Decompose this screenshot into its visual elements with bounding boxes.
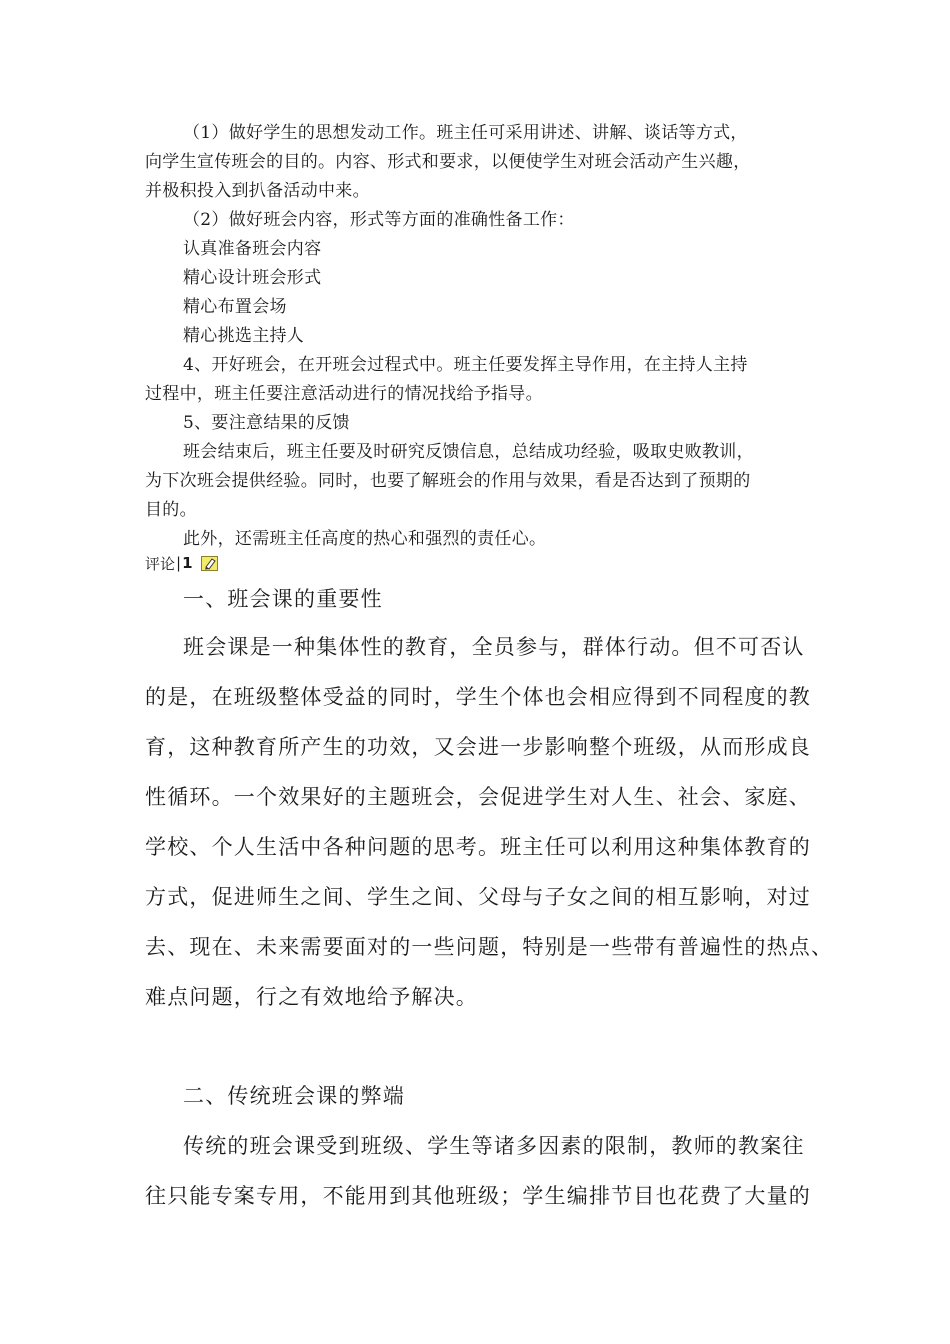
comment-bar bbox=[145, 552, 218, 574]
list-item: 精心布置会场 bbox=[183, 297, 287, 317]
paragraph-line: 去、现在、未来需要面对的一些问题，特别是一些带有普遍性的热点、 bbox=[145, 935, 834, 959]
paragraph-line: 传统的班会课受到班级、学生等诸多因素的限制，教师的教案往 bbox=[183, 1134, 805, 1158]
paragraph-line: 性循环。一个效果好的主题班会，会促进学生对人生、社会、家庭、 bbox=[145, 785, 811, 809]
section-heading: 二、传统班会课的弊端 bbox=[183, 1084, 405, 1108]
paragraph-line: 难点问题，行之有效地给予解决。 bbox=[145, 985, 478, 1009]
paragraph-line: 并极积投入到扒备活动中来。 bbox=[145, 181, 370, 201]
paragraph-line: 此外，还需班主任高度的热心和强烈的责任心。 bbox=[183, 529, 547, 549]
paragraph-line: 班会结束后，班主任要及时研究反馈信息，总结成功经验，吸取史败教训， bbox=[183, 442, 754, 462]
paragraph-line: 往只能专案专用，不能用到其他班级；学生编排节目也花费了大量的 bbox=[145, 1184, 811, 1208]
list-item: 精心设计班会形式 bbox=[183, 268, 322, 288]
comment-link[interactable]: 评论 bbox=[145, 554, 176, 573]
paragraph-line: 5、要注意结果的反馈 bbox=[183, 413, 350, 433]
list-item: 精心挑选主持人 bbox=[183, 326, 305, 346]
comment-count: 1 bbox=[182, 554, 193, 572]
paragraph-line: 4、开好班会，在开班会过程式中。班主任要发挥主导作用，在主持人主持 bbox=[183, 355, 748, 375]
paragraph-line: 方式，促进师生之间、学生之间、父母与子女之间的相互影响，对过 bbox=[145, 885, 811, 909]
paragraph-line: 为下次班会提供经验。同时，也要了解班会的作用与效果，看是否达到了预期的 bbox=[145, 471, 751, 491]
paragraph-line: （1）做好学生的思想发动工作。班主任可采用讲述、讲解、谈话等方式， bbox=[183, 123, 748, 143]
paragraph-line: 目的。 bbox=[145, 500, 197, 520]
paragraph-line: 学校、个人生活中各种问题的思考。班主任可以利用这种集体教育的 bbox=[145, 835, 811, 859]
section-heading: 一、班会课的重要性 bbox=[183, 587, 383, 611]
paragraph-line: 向学生宣传班会的目的。内容、形式和要求，以便使学生对班会活动产生兴趣， bbox=[145, 152, 751, 172]
list-item: 认真准备班会内容 bbox=[183, 239, 322, 259]
edit-icon[interactable] bbox=[201, 556, 218, 571]
paragraph-line: 育，这种教育所产生的功效，又会进一步影响整个班级，从而形成良 bbox=[145, 735, 811, 759]
paragraph-line: （2）做好班会内容，形式等方面的准确性备工作： bbox=[183, 210, 575, 230]
paragraph-line: 过程中，班主任要注意活动进行的情况找给予指导。 bbox=[145, 384, 543, 404]
paragraph-line: 的是，在班级整体受益的同时，学生个体也会相应得到不同程度的教 bbox=[145, 685, 811, 709]
comment-separator: | bbox=[176, 554, 182, 572]
paragraph-line: 班会课是一种集体性的教育，全员参与，群体行动。但不可否认 bbox=[183, 635, 805, 659]
